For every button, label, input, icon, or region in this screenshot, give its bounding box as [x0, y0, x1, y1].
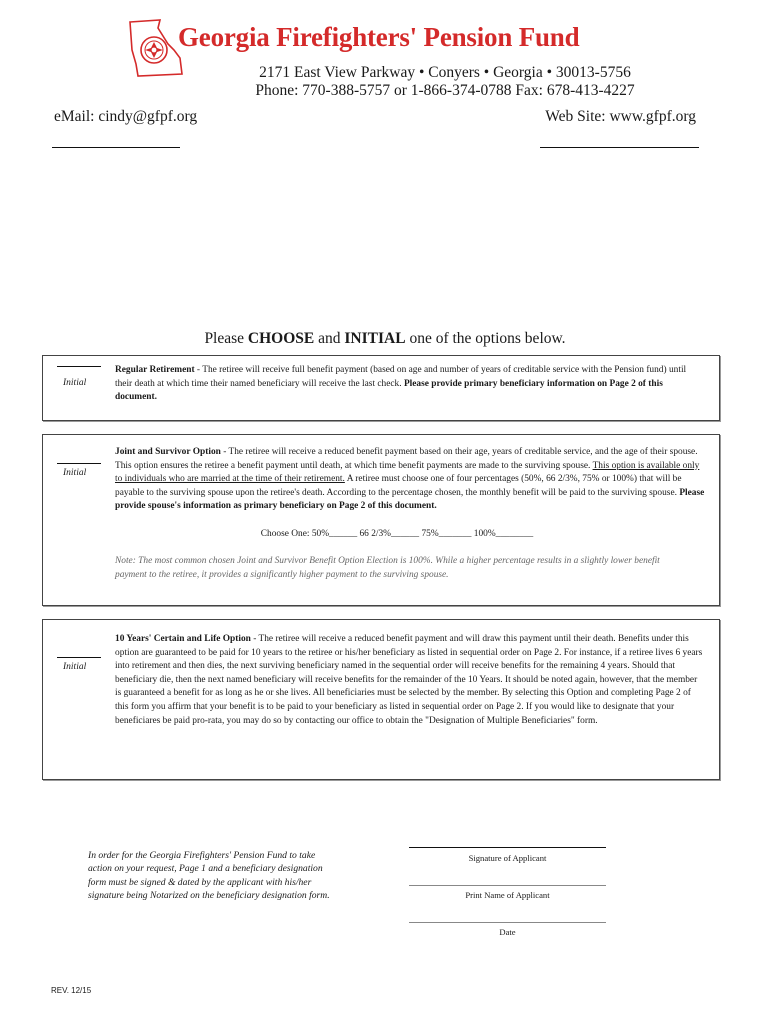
print-name-label: Print Name of Applicant [465, 890, 550, 900]
header-rule-right [540, 147, 699, 148]
percentage-choice-line[interactable]: Choose One: 50%______ 66 2/3%______ 75%_______ 100%________ [260, 529, 534, 539]
initial-label: Initial [63, 662, 87, 672]
initial-line[interactable] [57, 657, 101, 658]
address-line: 2171 East View Parkway • Conyers • Georgia • 30013-5756 [259, 64, 631, 81]
initial-line[interactable] [57, 366, 101, 367]
option-ten-years-certain [42, 619, 720, 780]
option-title: 10 Years' Certain and Life Option [115, 634, 251, 644]
date-label: Date [499, 927, 516, 937]
option-title: Joint and Survivor Option [115, 447, 221, 457]
header-rule-left [52, 147, 180, 148]
option-title: Regular Retirement [115, 365, 195, 375]
option-regular-retirement [42, 355, 720, 421]
organization-name: Georgia Firefighters' Pension Fund [178, 22, 580, 52]
date-line[interactable] [409, 922, 606, 923]
revision-label: REV. 12/15 [51, 986, 92, 995]
initial-label: Initial [63, 378, 87, 388]
website-address: Web Site: www.gfpf.org [545, 108, 696, 125]
print-name-line[interactable] [409, 885, 606, 886]
option-note: Note: The most common chosen Joint and Survivor Benefit Option Election is 100%. While a higher percentage results in a slightly lower benefit payment to the retiree, it provides a significantly higher payment to the surviving spouse. [115, 556, 660, 580]
signature-label: Signature of Applicant [468, 853, 547, 863]
option-description: Joint and Survivor Option - The retiree will receive a reduced benefit payment based on their age, years of creditable service, and the age of their spouse. This option ensures the retiree a benefit payment until death, at which time benefit payments are made to the surviving spouse. This option is available only to individuals who are married at the time of their retirement. A retiree must choose one of four percentages (50%, 66 2/3%, 75% or 100%) that will be payable to the surviving spouse upon the retiree's death. According to the percentage chosen, the monthly benefit will be paid to the surviving spouse. Please provide spouse's information as primary beneficiary on Page 2 of this document. [115, 447, 705, 512]
initial-line[interactable] [57, 463, 101, 464]
option-description: Regular Retirement - The retiree will receive full benefit payment (based on age and number of years of creditable service with the Pension fund) until their death at which time their named beneficiary will receive the last check. Please provide primary beneficiary information on Page 2 of this document. [115, 365, 687, 403]
notarization-note: In order for the Georgia Firefighters' Pension Fund to take action on your request, Page 1 and a beneficiary designation form must be signed & dated by the applicant with his/her signature being Notarized on the beneficiary designation form. [88, 850, 330, 902]
signature-line[interactable] [409, 847, 606, 848]
instruction-line: Please CHOOSE and INITIAL one of the options below. [204, 330, 566, 347]
option-joint-and-survivor [42, 434, 720, 606]
phone-fax-line: Phone: 770-388-5757 or 1-866-374-0788 Fax: 678-413-4227 [255, 82, 635, 99]
email-address: eMail: cindy@gfpf.org [54, 108, 198, 125]
option-description: 10 Years' Certain and Life Option - The retiree will receive a reduced benefit payment and will draw this payment until their death. Benefits under this option are guaranteed to be paid for 10 years to the retiree or his/her beneficiary as listed in sequential order on Page 2. For instance, if a retiree lives 6 years into retirement and then dies, the next surviving beneficiary named in the sequential order will receive benefits for the remaining 4 years. Should that beneficiary die, then the next named beneficiary will receive benefits for the remainder of the 10 Years. It should be noted again, however, that the member is guaranteed a benefit for as long as he or she lives. All beneficiaries must be selected by the member. By selecting this Option and completing Page 2 of this form you affirm that your benefit is to be paid to your beneficiary as listed in sequential order on Page 2. If you would like to designate that your beneficiares be paid pro-rata, you may do so by contacting our office to obtain the "Designation of Multiple Beneficiaries" form. [115, 634, 703, 726]
initial-label: Initial [63, 468, 87, 478]
